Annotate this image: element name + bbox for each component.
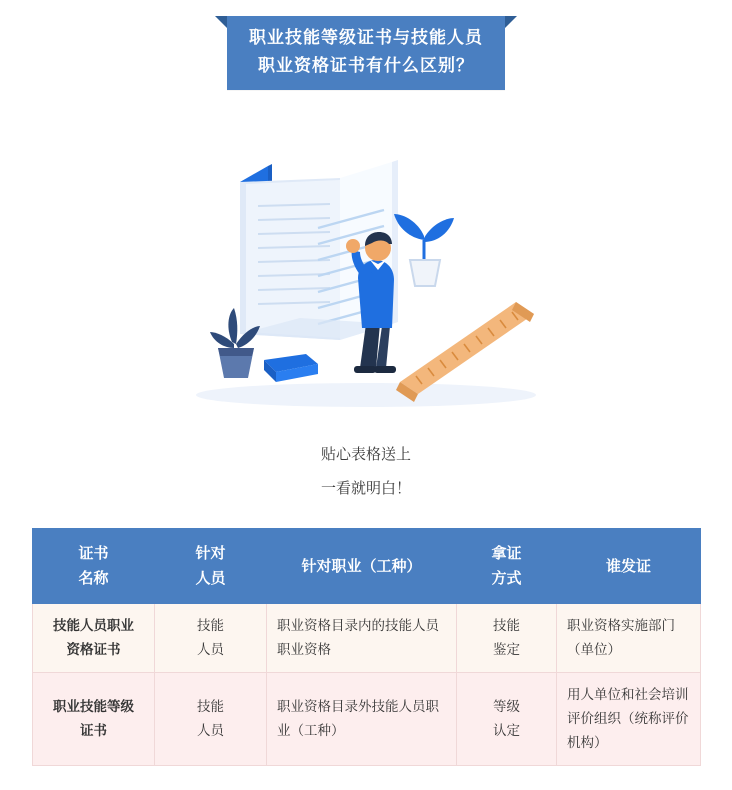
table-header-certification-method-line-2: 方式: [491, 570, 522, 587]
row-1-certificate-name-line-1: 技能人员职业: [53, 618, 134, 633]
page-title-line-1: 职业技能等级证书与技能人员: [249, 28, 483, 47]
table-header-target-people-line-1: 针对: [195, 545, 226, 562]
row-2-target-people-line-2: 人员: [197, 723, 224, 738]
table-header-issuer-line-1: 谁发证: [605, 557, 651, 575]
table-header-certification-method: [457, 529, 557, 604]
row-1-certificate-name: [33, 604, 155, 673]
comparison-table: [32, 528, 701, 766]
book-group: [264, 354, 318, 382]
caption-line-1: 贴心表格送上: [320, 446, 411, 463]
row-1-certification-method-line-2: 鉴定: [493, 642, 520, 657]
table-header-certificate-name-line-1: 证书: [78, 545, 109, 562]
row-2-certification-method: [457, 673, 557, 766]
row-2-target-people: [155, 673, 267, 766]
table-header-target-people: [155, 529, 267, 604]
row-1-certification-method-line-1: 技能: [493, 618, 520, 633]
table-header-target-people-line-2: 人员: [195, 570, 226, 587]
row-2-certification-method-line-2: 认定: [493, 723, 520, 738]
row-2-certificate-name-line-1: 职业技能等级: [53, 699, 134, 714]
row-2-certificate-name: [33, 673, 155, 766]
title-banner-container: [0, 16, 732, 90]
row-2-certificate-name-line-2: 证书: [80, 723, 107, 738]
row-1-target-occupation: 职业资格目录内的技能人员职业资格: [267, 604, 457, 673]
table-header-certificate-name-line-2: 名称: [78, 570, 109, 587]
row-1-issuer: 职业资格实施部门（单位）: [557, 604, 701, 673]
row-2-issuer: 用人单位和社会培训评价组织（统称评价机构）: [557, 673, 701, 766]
table-header-certificate-name: [33, 529, 155, 604]
ribbon-tail-left-icon: [215, 16, 227, 28]
table-header-issuer: [557, 529, 701, 604]
row-1-target-people: [155, 604, 267, 673]
page-title-line-2: 职业资格证书有什么区别？: [258, 56, 474, 75]
row-1-certification-method: [457, 604, 557, 673]
table-row: [33, 673, 701, 766]
row-1-certificate-name-line-2: 资格证书: [66, 642, 121, 657]
page-title: [227, 16, 505, 90]
table-header-target-occupation-line-1: 针对职业（工种）: [301, 557, 422, 575]
plant-right-group: [394, 214, 454, 286]
table-header-certification-method-line-1: 拿证: [491, 545, 522, 562]
row-2-target-people-line-1: 技能: [197, 699, 224, 714]
caption-line-2: 一看就明白！: [320, 480, 411, 497]
ribbon-tail-right-icon: [505, 16, 517, 28]
row-2-certification-method-line-1: 等级: [493, 699, 520, 714]
table-header-row: [33, 529, 701, 604]
row-2-target-occupation: 职业资格目录外技能人员职业（工种）: [267, 673, 457, 766]
comparison-table-container: [32, 528, 700, 766]
row-1-target-people-line-1: 技能: [197, 618, 224, 633]
caption-block: [0, 438, 732, 506]
table-row: [33, 604, 701, 673]
hero-illustration: [0, 110, 732, 430]
row-1-target-people-line-2: 人员: [197, 642, 224, 657]
table-header-target-occupation: [267, 529, 457, 604]
